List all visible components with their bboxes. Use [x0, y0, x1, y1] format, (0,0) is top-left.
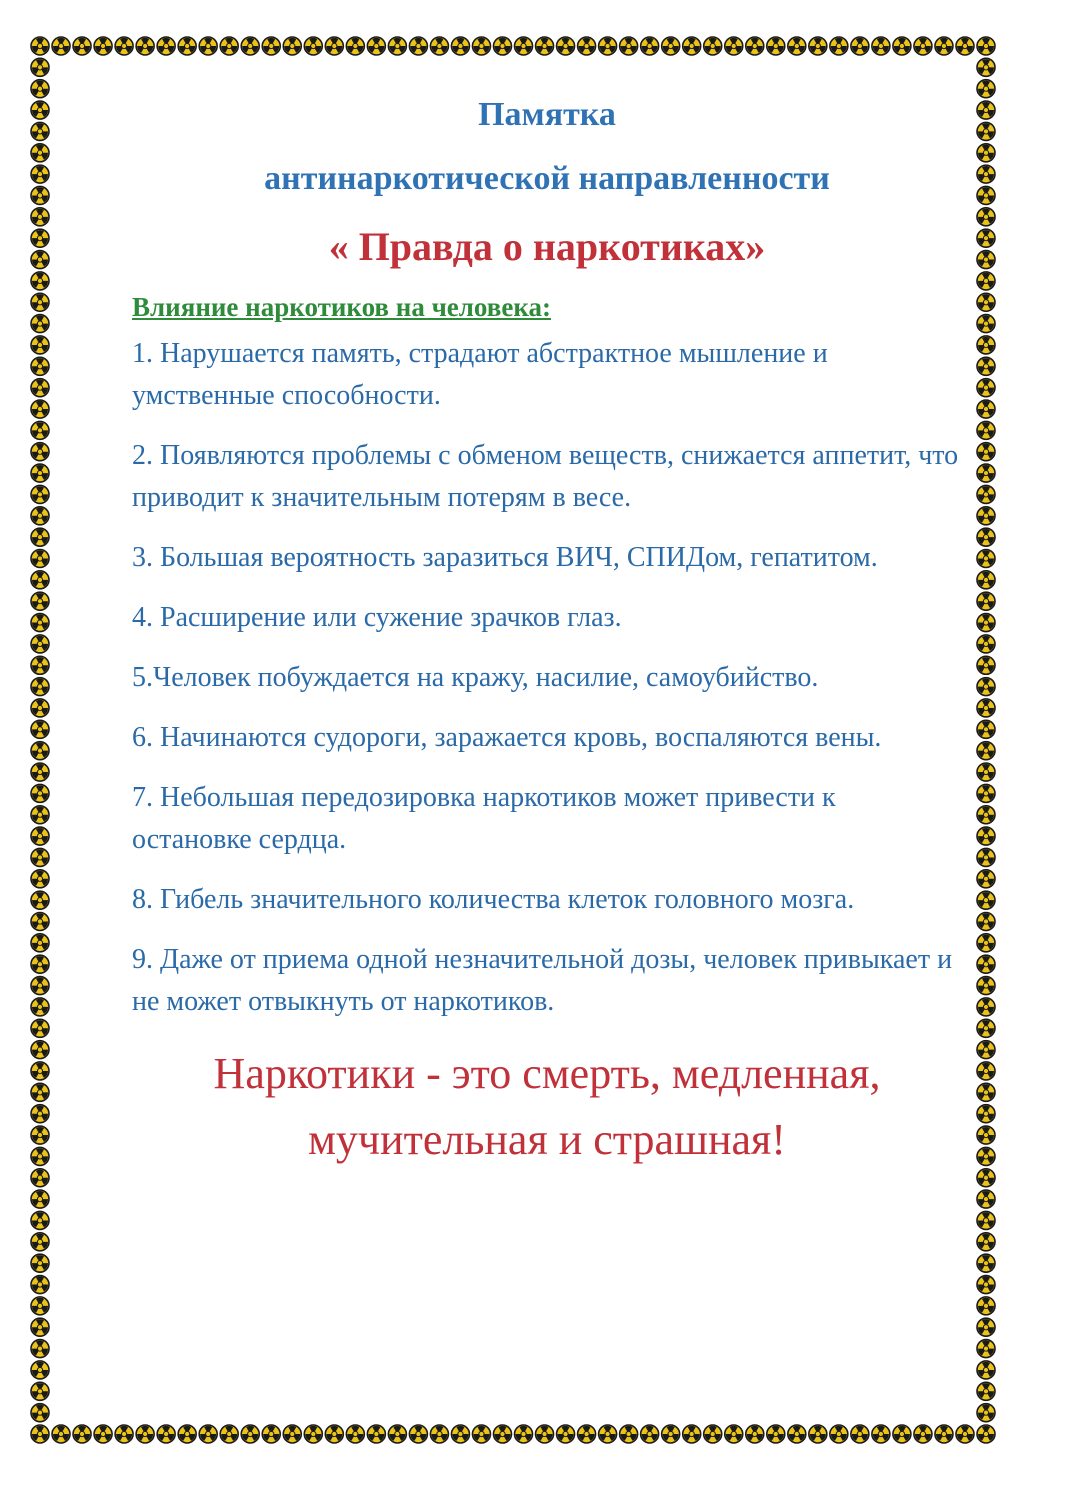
radiation-icon [977, 784, 995, 802]
radiation-icon [31, 806, 49, 824]
radiation-icon [31, 614, 49, 632]
radiation-icon [683, 37, 701, 55]
radiation-icon [578, 37, 596, 55]
radiation-icon [641, 37, 659, 55]
radiation-icon [31, 293, 49, 311]
radiation-icon [220, 37, 238, 55]
radiation-icon [367, 1425, 385, 1443]
radiation-icon [31, 400, 49, 418]
radiation-icon [31, 1254, 49, 1272]
radiation-icon [977, 485, 995, 503]
radiation-icon [367, 37, 385, 55]
radiation-icon [31, 421, 49, 439]
radiation-icon [31, 592, 49, 610]
radiation-icon [977, 571, 995, 589]
list-item: 6. Начинаются судороги, заражается кровь, воспаляются вены. [132, 722, 882, 753]
radiation-icon [767, 37, 785, 55]
radiation-icon [31, 1340, 49, 1358]
radiation-icon [31, 528, 49, 546]
radiation-icon [977, 336, 995, 354]
radiation-icon [977, 528, 995, 546]
leaflet-content [132, 92, 962, 1173]
radiation-icon [788, 37, 806, 55]
effects-list [132, 333, 962, 1023]
radiation-icon [31, 37, 49, 55]
radiation-icon [662, 37, 680, 55]
radiation-icon [851, 37, 869, 55]
radiation-icon [325, 1425, 343, 1443]
radiation-icon [115, 1425, 133, 1443]
radiation-icon [31, 251, 49, 269]
list-item: 2. Появляются проблемы с обменом веществ, снижается аппетит, что приводит к значительным потерям в весе. [132, 440, 959, 513]
radiation-icon [515, 1425, 533, 1443]
radiation-icon [31, 101, 49, 119]
radiation-icon [31, 977, 49, 995]
radiation-icon [31, 571, 49, 589]
list-item: 4. Расширение или сужение зрачков глаз. [132, 602, 622, 633]
radiation-icon [977, 1105, 995, 1123]
radiation-icon [241, 37, 259, 55]
radiation-icon [31, 1233, 49, 1251]
radiation-icon [977, 37, 995, 55]
radiation-icon [977, 1169, 995, 1187]
radiation-icon [115, 37, 133, 55]
radiation-icon [683, 1425, 701, 1443]
radiation-icon [977, 955, 995, 973]
radiation-icon [31, 1361, 49, 1379]
radiation-icon [956, 1425, 974, 1443]
radiation-icon [31, 549, 49, 567]
radiation-icon [31, 122, 49, 140]
radiation-icon [73, 1425, 91, 1443]
radiation-icon [31, 272, 49, 290]
radiation-icon [94, 1425, 112, 1443]
radiation-icon [536, 37, 554, 55]
radiation-icon [977, 1361, 995, 1379]
radiation-icon [977, 891, 995, 909]
radiation-icon [977, 720, 995, 738]
radiation-icon [136, 37, 154, 55]
radiation-icon [977, 186, 995, 204]
radiation-icon [977, 934, 995, 952]
radiation-icon [31, 656, 49, 674]
radiation-icon [977, 1297, 995, 1315]
radiation-icon [31, 1169, 49, 1187]
radiation-icon [977, 848, 995, 866]
radiation-icon [31, 186, 49, 204]
radiation-icon [388, 1425, 406, 1443]
radiation-icon [977, 464, 995, 482]
radiation-icon [977, 870, 995, 888]
radiation-icon [262, 1425, 280, 1443]
radiation-icon [977, 315, 995, 333]
radiation-icon [704, 37, 722, 55]
radiation-icon [725, 37, 743, 55]
radiation-icon [767, 1425, 785, 1443]
radiation-icon [31, 827, 49, 845]
radiation-icon [472, 1425, 490, 1443]
radiation-icon [283, 1425, 301, 1443]
radiation-icon [977, 742, 995, 760]
radiation-icon [557, 1425, 575, 1443]
radiation-icon [31, 891, 49, 909]
radiation-icon [977, 1126, 995, 1144]
radiation-icon [977, 806, 995, 824]
radiation-icon [977, 1276, 995, 1294]
radiation-icon [31, 1297, 49, 1315]
leaflet-subtitle: антинаркотической направленности [264, 160, 830, 197]
radiation-icon [31, 934, 49, 952]
radiation-icon [599, 1425, 617, 1443]
radiation-icon [52, 37, 70, 55]
radiation-icon [977, 1382, 995, 1400]
radiation-icon [725, 1425, 743, 1443]
radiation-icon [31, 58, 49, 76]
radiation-icon [31, 1126, 49, 1144]
radiation-icon [199, 1425, 217, 1443]
radiation-icon [451, 1425, 469, 1443]
radiation-icon [31, 80, 49, 98]
radiation-icon [893, 37, 911, 55]
radiation-icon [977, 998, 995, 1016]
radiation-icon [977, 357, 995, 375]
radiation-icon [746, 37, 764, 55]
radiation-icon [178, 1425, 196, 1443]
radiation-icon [31, 379, 49, 397]
radiation-icon [809, 37, 827, 55]
radiation-icon [31, 315, 49, 333]
radiation-icon [977, 1019, 995, 1037]
radiation-icon [977, 592, 995, 610]
radiation-icon [31, 144, 49, 162]
radiation-icon [430, 37, 448, 55]
radiation-icon [199, 37, 217, 55]
radiation-icon [31, 1211, 49, 1229]
radiation-icon [977, 1190, 995, 1208]
radiation-icon [31, 1190, 49, 1208]
radiation-icon [73, 37, 91, 55]
radiation-icon [31, 443, 49, 461]
radiation-icon [31, 208, 49, 226]
radiation-icon [977, 1211, 995, 1229]
radiation-icon [578, 1425, 596, 1443]
radiation-icon [262, 37, 280, 55]
radiation-icon [977, 58, 995, 76]
radiation-icon [977, 443, 995, 461]
radiation-icon [977, 678, 995, 696]
radiation-icon [746, 1425, 764, 1443]
radiation-icon [956, 37, 974, 55]
radiation-icon [241, 1425, 259, 1443]
radiation-icon [31, 870, 49, 888]
radiation-icon [977, 977, 995, 995]
radiation-icon [872, 37, 890, 55]
closing-line-1: Наркотики - это смерть, медленная, [213, 1049, 881, 1098]
radiation-icon [788, 1425, 806, 1443]
radiation-icon [977, 614, 995, 632]
radiation-icon [977, 1147, 995, 1165]
radiation-icon [31, 1105, 49, 1123]
radiation-icon [31, 699, 49, 717]
radiation-icon [31, 1382, 49, 1400]
list-item: 7. Небольшая передозировка наркотиков может привести к остановке сердца. [132, 782, 836, 855]
radiation-icon [977, 1233, 995, 1251]
radiation-icon [851, 1425, 869, 1443]
radiation-icon [977, 101, 995, 119]
radiation-icon [536, 1425, 554, 1443]
radiation-icon [430, 1425, 448, 1443]
closing-line-2: мучительная и страшная! [308, 1115, 786, 1164]
radiation-icon [872, 1425, 890, 1443]
radiation-icon [31, 336, 49, 354]
radiation-icon [31, 1276, 49, 1294]
radiation-icon [893, 1425, 911, 1443]
radiation-icon [599, 37, 617, 55]
radiation-icon [493, 37, 511, 55]
radiation-icon [977, 699, 995, 717]
radiation-icon [31, 1083, 49, 1101]
radiation-icon [31, 1019, 49, 1037]
radiation-icon [977, 1404, 995, 1422]
radiation-icon [94, 37, 112, 55]
radiation-icon [304, 37, 322, 55]
radiation-icon [977, 656, 995, 674]
radiation-icon [977, 1062, 995, 1080]
radiation-icon [809, 1425, 827, 1443]
radiation-icon [935, 1425, 953, 1443]
radiation-icon [662, 1425, 680, 1443]
radiation-icon [620, 37, 638, 55]
radiation-icon [157, 37, 175, 55]
radiation-icon [472, 37, 490, 55]
section-heading: Влияние наркотиков на человека: [132, 292, 551, 322]
radiation-icon [31, 485, 49, 503]
list-item: 5.Человек побуждается на кражу, насилие, самоубийство. [132, 662, 819, 693]
radiation-icon [977, 293, 995, 311]
radiation-icon [31, 720, 49, 738]
radiation-icon [31, 507, 49, 525]
radiation-icon [620, 1425, 638, 1443]
radiation-icon [977, 549, 995, 567]
radiation-icon [220, 1425, 238, 1443]
radiation-icon [977, 1318, 995, 1336]
list-item: 9. Даже от приема одной незначительной дозы, человек привыкает и не может отвыкнуть от наркотиков. [132, 944, 953, 1017]
radiation-icon [31, 678, 49, 696]
radiation-icon [977, 400, 995, 418]
radiation-icon [830, 37, 848, 55]
radiation-icon [977, 1425, 995, 1443]
radiation-icon [31, 464, 49, 482]
radiation-icon [914, 1425, 932, 1443]
radiation-icon [31, 913, 49, 931]
radiation-icon [977, 1083, 995, 1101]
radiation-icon [31, 1062, 49, 1080]
radiation-icon [977, 80, 995, 98]
radiation-icon [977, 1041, 995, 1059]
radiation-icon [557, 37, 575, 55]
radiation-icon [977, 763, 995, 781]
list-item: 3. Большая вероятность заразиться ВИЧ, СПИДом, гепатитом. [132, 542, 878, 573]
radiation-icon [977, 635, 995, 653]
radiation-icon [977, 1340, 995, 1358]
radiation-icon [31, 1318, 49, 1336]
radiation-icon [409, 1425, 427, 1443]
radiation-icon [935, 37, 953, 55]
radiation-icon [977, 122, 995, 140]
radiation-icon [31, 1147, 49, 1165]
closing-slogan [132, 1041, 962, 1173]
radiation-icon [977, 144, 995, 162]
radiation-icon [977, 272, 995, 290]
radiation-icon [52, 1425, 70, 1443]
radiation-icon [31, 1425, 49, 1443]
radiation-icon [31, 848, 49, 866]
radiation-icon [977, 913, 995, 931]
radiation-icon [977, 379, 995, 397]
radiation-icon [493, 1425, 511, 1443]
radiation-icon [31, 1404, 49, 1422]
radiation-icon [178, 37, 196, 55]
radiation-icon [31, 635, 49, 653]
list-item: 8. Гибель значительного количества клеток головного мозга. [132, 884, 855, 915]
radiation-icon [409, 37, 427, 55]
radiation-icon [704, 1425, 722, 1443]
radiation-icon [515, 37, 533, 55]
leaflet-title: Памятка [478, 96, 616, 133]
radiation-icon [977, 229, 995, 247]
radiation-icon [136, 1425, 154, 1443]
radiation-icon [31, 229, 49, 247]
radiation-icon [977, 827, 995, 845]
list-item: 1. Нарушается память, страдают абстрактное мышление и умственные способности. [132, 338, 828, 411]
radiation-icon [977, 421, 995, 439]
radiation-icon [31, 955, 49, 973]
radiation-icon [31, 742, 49, 760]
radiation-icon [31, 357, 49, 375]
radiation-icon [977, 1254, 995, 1272]
radiation-icon [451, 37, 469, 55]
radiation-icon [977, 208, 995, 226]
radiation-icon [914, 37, 932, 55]
radiation-icon [977, 251, 995, 269]
radiation-icon [31, 998, 49, 1016]
radiation-icon [346, 37, 364, 55]
radiation-icon [641, 1425, 659, 1443]
radiation-icon [283, 37, 301, 55]
radiation-icon [325, 37, 343, 55]
radiation-icon [157, 1425, 175, 1443]
radiation-icon [304, 1425, 322, 1443]
leaflet-main-title: « Правда о наркотиках» [328, 224, 766, 269]
radiation-icon [31, 165, 49, 183]
radiation-icon [388, 37, 406, 55]
radiation-icon [31, 763, 49, 781]
radiation-icon [977, 165, 995, 183]
radiation-icon [830, 1425, 848, 1443]
radiation-icon [31, 1041, 49, 1059]
radiation-icon [977, 507, 995, 525]
radiation-icon [31, 784, 49, 802]
radiation-icon [346, 1425, 364, 1443]
